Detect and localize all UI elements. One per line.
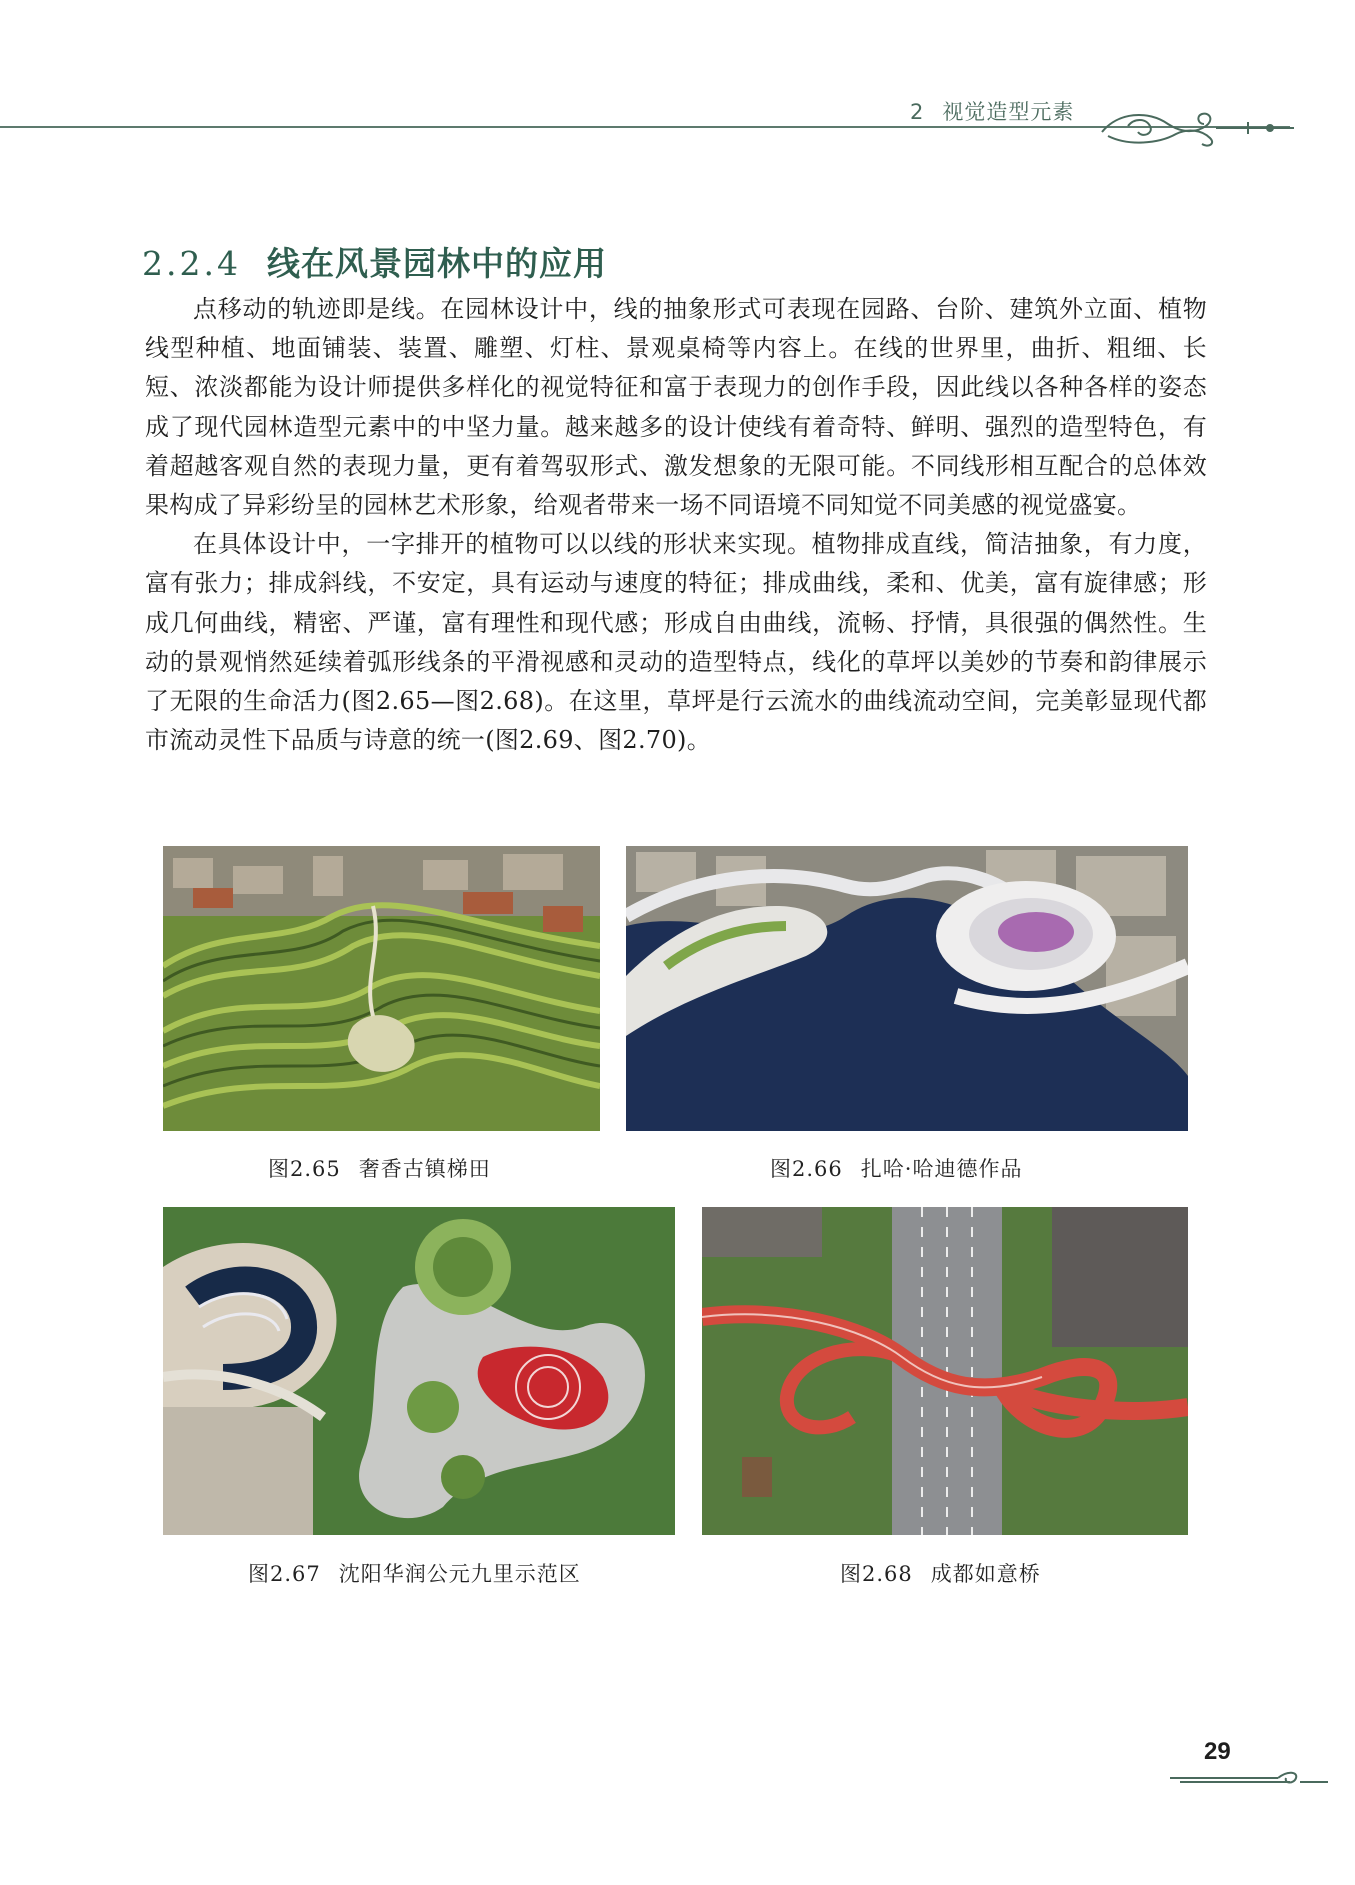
footer-flourish-icon (1170, 1764, 1330, 1788)
figure-caption: 图2.66 扎哈·哈迪德作品 (770, 1157, 1023, 1181)
section-title: 线在风景园林中的应用 (266, 244, 607, 283)
plaza-aerial-photo-icon (163, 1207, 675, 1535)
running-header (910, 96, 1074, 126)
zaha-hadid-building-photo-icon (626, 846, 1188, 1131)
terraced-field-photo-icon (163, 846, 600, 1131)
header-flourish-icon (1098, 104, 1298, 150)
chapter-number: 2 (910, 100, 925, 124)
header-rule (0, 126, 1290, 128)
body-text (145, 290, 1207, 760)
figure-caption: 图2.65 奢香古镇梯田 (268, 1157, 491, 1181)
figure-caption: 图2.68 成都如意桥 (840, 1562, 1041, 1586)
section-heading (142, 238, 607, 285)
paragraph-1: 点移动的轨迹即是线。在园林设计中，线的抽象形式可表现在园路、台阶、建筑外立面、植物线型种植、地面铺装、装置、雕塑、灯柱、景观桌椅等内容上。在线的世界里，曲折、粗细、长短、浓淡都能为设计师提供多样化的视觉特征和富于表现力的创作手段，因此线以各种各样的姿态成了现代园林造型元素中的中坚力量。越来越多的设计使线有着奇特、鲜明、强烈的造型特色，有着超越客观自然的表现力量，更有着驾驭形式、激发想象的无限可能。不同线形相互配合的总体效果构成了异彩纷呈的园林艺术形象，给观者带来一场不同语境不同知觉不同美感的视觉盛宴。 (145, 295, 1207, 520)
figure-caption: 图2.67 沈阳华润公元九里示范区 (248, 1562, 581, 1586)
paragraph-2: 在具体设计中，一字排开的植物可以以线的形状来实现。植物排成直线，简洁抽象，有力度，富有张力；排成斜线，不安定，具有运动与速度的特征；排成曲线，柔和、优美，富有旋律感；形成几何曲线，精密、严谨，富有理性和现代感；形成自由曲线，流畅、抒情，具很强的偶然性。生动的景观悄然延续着弧形线条的平滑视感和灵动的造型特点，线化的草坪以美妙的节奏和韵律展示了无限的生命活力(图2.65—图2.68)。在这里，草坪是行云流水的曲线流动空间，完美彰显现代都市流动灵性下品质与诗意的统一(图2.69、图2.70)。 (145, 530, 1207, 755)
chapter-title: 视觉造型元素 (942, 100, 1075, 124)
page-number: 29 (1204, 1738, 1231, 1765)
red-bridge-photo-icon (702, 1207, 1188, 1535)
section-number: 2.2.4 (142, 244, 241, 283)
